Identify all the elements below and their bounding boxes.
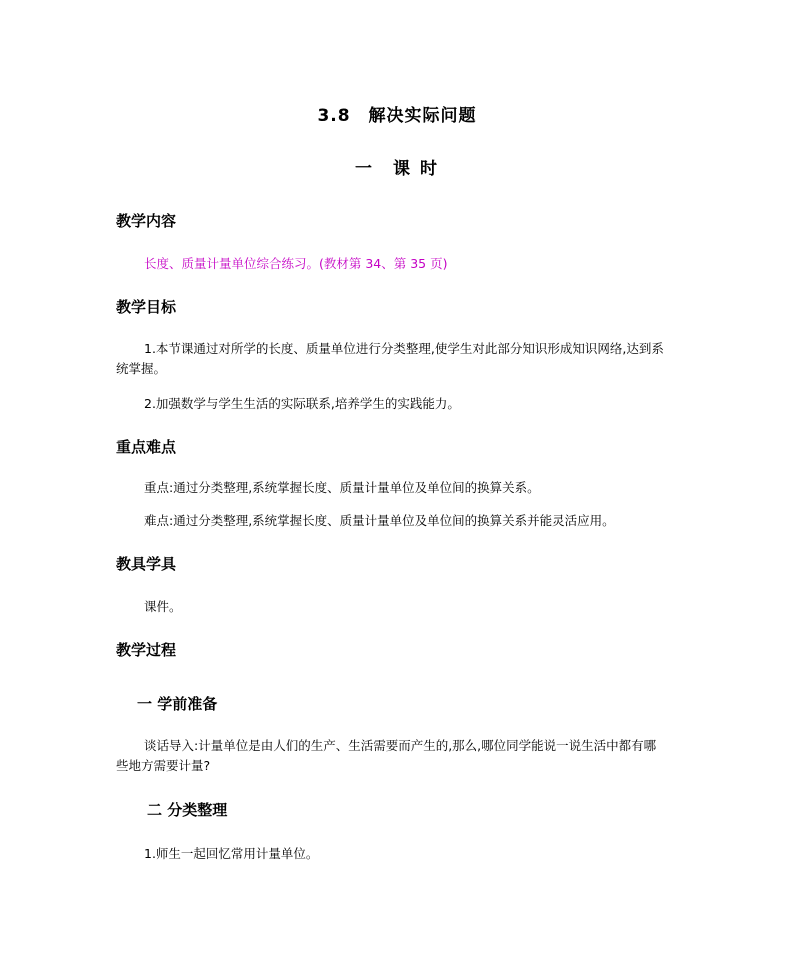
teaching-tools-text: 课件。	[144, 599, 182, 614]
step-1-text: 谈话导入:计量单位是由人们的生产、生活需要而产生的,那么,哪位同学能说一说生活中都有哪些地方需要计量?	[116, 738, 657, 773]
key-point-text: 重点:通过分类整理,系统掌握长度、质量计量单位及单位间的换算关系。	[144, 480, 540, 495]
lesson-subtitle: 一 课 时	[355, 159, 439, 179]
lesson-title: 3.8 解决实际问题	[317, 106, 477, 126]
heading-teaching-process: 教学过程	[116, 641, 177, 659]
teaching-content-text: 长度、质量计量单位综合练习。(教材第 34、第 35 页)	[144, 256, 448, 271]
goal-item-1: 1.本节课通过对所学的长度、质量单位进行分类整理,使学生对此部分知识形成知识网络,达到系统掌握。	[116, 341, 664, 376]
heading-teaching-goals: 教学目标	[116, 298, 177, 316]
difficult-point-text: 难点:通过分类整理,系统掌握长度、质量计量单位及单位间的换算关系并能灵活应用。	[144, 513, 615, 528]
step-2-item-1: 1.师生一起回忆常用计量单位。	[144, 846, 319, 861]
heading-teaching-content: 教学内容	[116, 212, 177, 230]
heading-teaching-tools: 教具学具	[116, 555, 177, 573]
step-1-heading: 一 学前准备	[137, 695, 218, 713]
heading-key-difficult-points: 重点难点	[116, 438, 177, 456]
step-2-heading: 二 分类整理	[147, 801, 228, 819]
goal-item-2: 2.加强数学与学生生活的实际联系,培养学生的实践能力。	[144, 396, 460, 411]
